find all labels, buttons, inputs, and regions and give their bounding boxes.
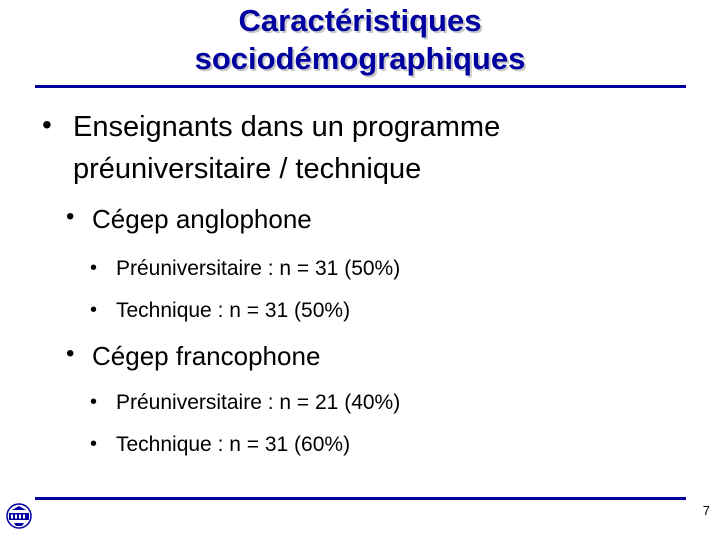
list-item (90, 390, 590, 418)
list-item-text: Technique : n = 31 (60%) (116, 433, 351, 456)
main-point-line-1: Enseignants dans un programme (73, 111, 501, 143)
title-line-1: Caractéristiques (238, 3, 482, 38)
list-item-text: Technique : n = 31 (50%) (116, 299, 351, 322)
page-number: 7 (702, 503, 710, 518)
bullet-icon: • (90, 391, 98, 413)
group-heading-francophone (66, 340, 466, 374)
list-item (90, 256, 590, 284)
group-label: Cégep francophone (92, 341, 321, 371)
main-point (42, 110, 642, 190)
list-item (90, 432, 590, 460)
list-item (90, 298, 590, 326)
group-heading-anglophone (66, 203, 466, 237)
title-line-2: sociodémographiques (194, 41, 526, 76)
title-divider (35, 85, 686, 88)
bullet-icon: • (66, 203, 75, 230)
bullet-icon: • (90, 299, 98, 321)
slide-title (0, 2, 720, 78)
main-point-line-2: préuniversitaire / technique (73, 153, 422, 185)
bullet-icon: • (42, 109, 52, 140)
bullet-icon: • (90, 433, 98, 455)
footer-divider (35, 497, 686, 500)
institution-logo-icon (6, 503, 32, 529)
list-item-text: Préuniversitaire : n = 21 (40%) (116, 391, 401, 414)
list-item-text: Préuniversitaire : n = 31 (50%) (116, 257, 401, 280)
group-label: Cégep anglophone (92, 204, 312, 234)
bullet-icon: • (90, 257, 98, 279)
bullet-icon: • (66, 340, 75, 367)
